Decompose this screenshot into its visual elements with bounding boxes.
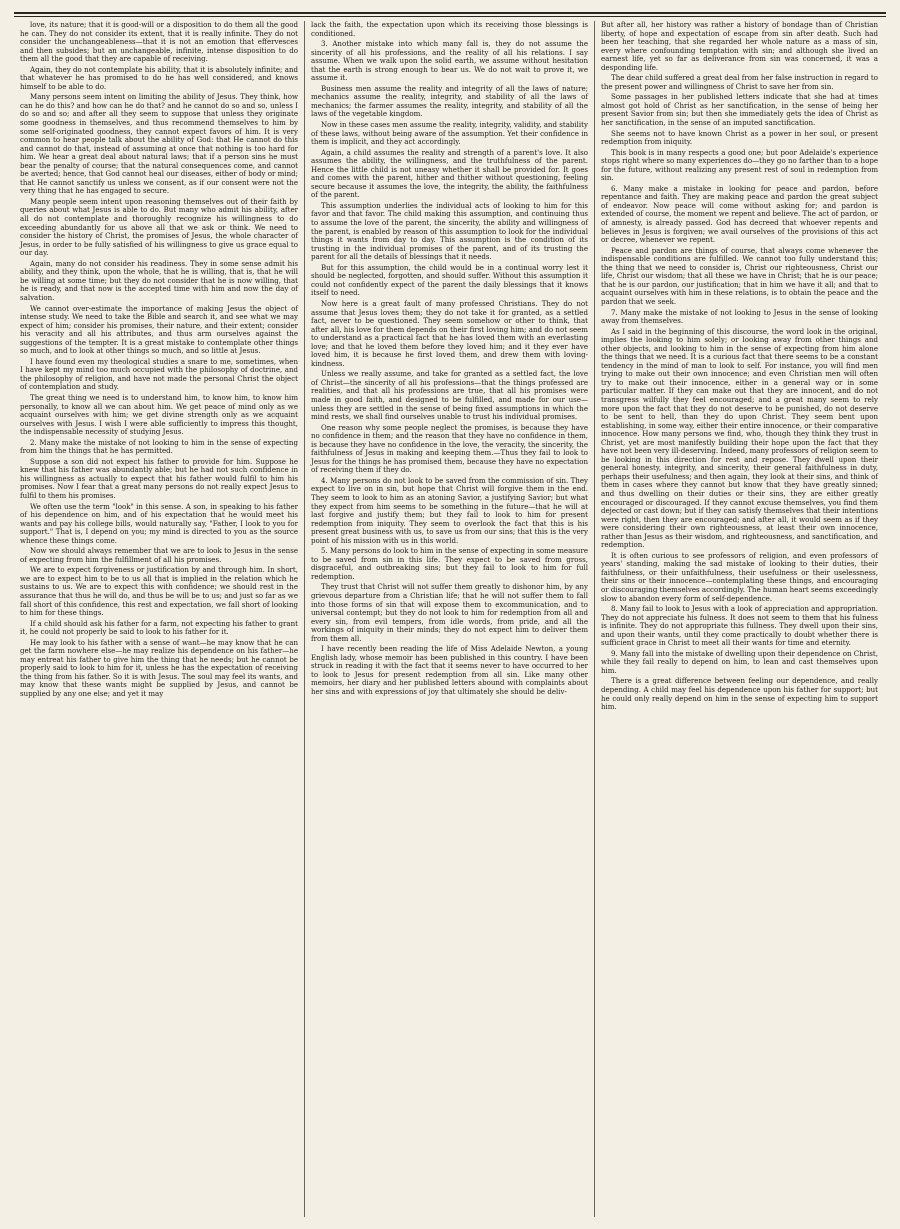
paragraph: Suppose a son did not expect his father to provide for him. Suppose he knew that his father was abundantly able; but he had not such confidence in his willingness as actually to expect that his father would fulfil to him his promises. Now I fear that a great many persons do not really expect Jesus to fulfil to them his promises. [20, 456, 298, 500]
paragraph: Again, many do not consider his readiness. They in some sense admit his ability, and they think, upon the whole, that he is willing, that is, that he will be willing at some time; but they do not consider that he is now willing, that he is ready, and that now is the accepted time with him and now the day of salvation. [20, 258, 298, 302]
paragraph: One reason why some people neglect the promises, is because they have no confidence in them; and the reason that they have no confidence in them, is because they have no confidence in the love, the veracity, the sincerity, the faithfulness of Jesus in making and keeping them.—Thus they fail to look to Jesus for the things he has promised them, because they have no expectation of receiving them if they do. [311, 422, 588, 475]
column-middle [304, 21, 594, 1217]
paragraph: Business men assume the reality and integrity of all the laws of nature; mechanics assume the reality, integrity, and stability of all the laws of mechanics; the farmer assumes the reality, integrity, and stability of all the laws of the vegetable kingdom. [311, 83, 588, 119]
paragraph: I have found even my theological studies a snare to me, sometimes, when I have kept my mind too much occupied with the philosophy of doctrine, and the philosophy of religion, and have not made the personal Christ the object of contemplation and study. [20, 356, 298, 392]
paragraph: Now we should always remember that we are to look to Jesus in the sense of expecting from him the fulfillment of all his promises. [20, 546, 298, 564]
paragraph: They trust that Christ will not suffer them greatly to dishonor him, by any grievous departure from a Christian life; that he will not suffer them to fall into those forms of sin that will expose them to excommunication, and to universal contempt; but they do not look to him for redemption from all and every sin, from evil tempers, from idle words, from pride, and all the workings of iniquity in their minds; they do not expect him to deliver them from them all. [311, 582, 588, 643]
paragraph: We often use the term "look" in this sense. A son, in speaking to his father of his dependence on him, and of his expectation that he would meet his wants and pay his college bills, would naturally say, "Father, I look to you for support." That is, I depend on you; my mind is directed to you as the source whence these things come. [20, 501, 298, 545]
paragraph: love, its nature; that it is good-will or a disposition to do them all the good he can. They do not consider its extent, that it is really infinite. They do not consider the unchangeableness—that it is not an emotion that effervesces and then subsides; but an unchangeable, infinite, intense disposition to do them all the good that they are capable of receiving. [20, 21, 298, 64]
paragraph: 6. Many make a mistake in looking for peace and pardon, before repentance and faith. They are making peace and pardon the great subject of endeavor. Now peace will come without asking for; and pardon is extended of course, the moment we repent and believe. The act of pardon, or of amnesty, is already passed. God has decreed that whoever repents and believes in Jesus is forgiven; we avail ourselves of the provisions of this act or decree, whenever we repent. [601, 183, 878, 245]
paragraph: Again, a child assumes the reality and strength of a parent's love. It also assumes the ability, the willingness, and the truthfulness of the parent. Hence the little child is not uneasy whether it shall be provided for. It goes and comes with the parent, hither and thither without questioning, feeling secure because it assumes the love, the integrity, the ability, the faithfulness of the parent. [311, 147, 588, 200]
text-columns [14, 21, 886, 1217]
paragraph: He may look to his father with a sense of want—he may know that he can get the farm nowhere else—he may realize his dependence on his father—he may entreat his father to give him the thing that he needs; but he cannot be properly said to look to him for it, unless he has the expectation of receiving the thing from his father. So it is with Jesus. The soul may feel its wants, and may know that these wants might be supplied by Jesus, and cannot be supplied by any one else; and yet it may [20, 637, 298, 699]
paragraph: There is a great difference between feeling our dependence, and really depending. A child may feel his dependence upon his father for support; but he could only really depend on him in the sense of expecting him to support him. [601, 676, 878, 712]
paragraph: 8. Many fail to look to Jesus with a look of appreciation and appropriation. They do not appreciate his fulness. It does not seem to them that his fulness is infinite. They do not appropriate this fullness. They dwell upon their sins, and upon their wants, until they come practically to doubt whether there is sufficient grace in Christ to meet all their wants for time and eternity. [601, 604, 878, 648]
paragraph: Unless we really assume, and take for granted as a settled fact, the love of Christ—the sincerity of all his professions—that the things professed are realities, and that all his professions are true, that all his promises were made in good faith, and designed to be fulfilled, and made for our use—unless they are settled in the sense of being fixed assumptions in which the mind rests, we shall find ourselves unable to trust his individual promises. [311, 369, 588, 422]
paragraph: Now here is a great fault of many professed Christians. They do not assume that Jesus loves them; they do not take it for granted, as a settled fact, never to be questioned. They seem somehow or other to think, that after all, his love for them depends on their first loving him; and do not seem to understand as a practical fact that he has loved them with an everlasting love; and that he loved them before they loved him; and it they ever have loved him, it is because he first loved them, and drew them with loving-kindness. [311, 298, 588, 368]
paragraph: 3. Another mistake into which many fall is, they do not assume the sincerity of all his professions, and the reality of all his relations. I say assume. When we walk upon the solid earth, we assume without hesitation that the earth is strong enough to bear us. We do not wait to prove it, we assume it. [311, 39, 588, 83]
paragraph: 9. Many fall into the mistake of dwelling upon their dependence on Christ, while they fail really to depend on him, to lean and cast themselves upon him. [601, 648, 878, 675]
paragraph: 7. Many make the mistake of not looking to Jesus in the sense of looking away from themselves. [601, 307, 878, 326]
paragraph: The great thing we need is to understand him, to know him, to know him personally, to know all we can about him. We get peace of mind only as we acquaint ourselves with him; we get divine strength only as we acquaint ourselves with Jesus. I wish I were able sufficiently to impress this thought, the indispensable necessity of studying Jesus. [20, 392, 298, 437]
paragraph: We cannot over-estimate the importance of making Jesus the object of intense study. We need to take the Bible and search it, and see what we may expect of him; consider his promises, their nature, and their extent; consider his veracity and all his attributes, and thus arm ourselves against the suggestions of the tempter. It is a great mistake to contemplate other things so much, and to look at other things so much, and so little at Jesus. [20, 303, 298, 356]
paragraph: We are to expect forgiveness or justification by and through him. In short, we are to expect him to be to us all that is implied in the relation which he sustains to us. We are to expect this with confidence; we should rest in the assurance that thus he will do, and thus be will be to us; and just so far as we fall short of this confidence, this rest and expectation, we fall short of looking to him for these things. [20, 565, 298, 618]
paragraph: Now in these cases men assume the reality, integrity, validity, and stability of these laws, without being aware of the assumption. Yet their confidence in them is implicit, and they act accordingly. [311, 120, 588, 147]
column-left [14, 21, 304, 1217]
paragraph: Peace and pardon are things of course, that always come whenever the indispensable conditions are fulfilled. We cannot too fully understand this; the thing that we need to consider is, Christ our righteousness, Christ our life, Christ our wisdom; that all these we have in Christ; that he is our peace; that he is our pardon, our justification; that in him we have it all; and that to acquaint ourselves with him in these relations, is to obtain the peace and the pardon that we seek. [601, 245, 878, 306]
paragraph: If a child should ask his father for a farm, not expecting his father to grant it, he could not properly be said to look to his father for it. [20, 618, 298, 637]
top-rule [14, 12, 886, 17]
paragraph: It is often curious to see professors of religion, and even professors of years' standing, making the sad mistake of looking to their duties, their faithfulness, or their unfaithfulness, their usefulness or their uselessness, their sins or their innocence—contemplating these things, and encouraging or discouraging themselves accordingly. The human heart seems exceedingly slow to abandon every form of self-dependence. [601, 550, 878, 603]
paragraph: But after all, her history was rather a history of bondage than of Christian liberty, of hope and expectation of escape from sin after death. Such had been her teaching, that she regarded her whole nature as a mass of sin, every where confounding temptation with sin; and although she lived an earnest life, yet so far as deliverance from sin was concerned, it was a desponding life. [601, 21, 878, 72]
paragraph: I have recently been reading the life of Miss Adelaide Newton, a young English lady, whose memoir has been published in this country. I have been struck in reading it with the fact that it seems never to have occurred to her to look to Jesus for present redemption from all sin. Like many other memoirs, her diary and her published letters abound with complaints about her sins and with expressions of joy that ultimately she should be deliv- [311, 644, 588, 697]
paragraph: Again, they do not contemplate his ability, that it is absolutely infinite; and that whatever he has promised to do he has well considered, and knows himself to be able to do. [20, 64, 298, 91]
paragraph: 4. Many persons do not look to be saved from the commission of sin. They expect to live on in sin, but hope that Christ will forgive them in the end. They seem to look to him as an atoning Savior, a justifying Savior; but what they expect from him seems to be something in the future—that he will at last forgive and justify them; but they fail to look to him for present redemption from iniquity. They seem to overlook the fact that this is his present great business with us, to save us from our sins; that this is the very point of his mission with us in this world. [311, 475, 588, 545]
paragraph: This assumption underlies the individual acts of looking to him for this favor and that favor. The child making this assumption, and continuing thus to assume the love of the parent, the sincerity, the ability and willingness of the parent, is enabled by reason of this assumption to look for the individual things it wants from day to day. This assumption is the condition of its trusting in the individual promises of the parent, and of its trusting the parent for all the details of blessings that it needs. [311, 200, 588, 262]
paragraph: This book is in many respects a good one; but poor Adelaide's experience stops right where so many experiences do—they go no farther than to a hope for the future, without realizing any present rest of soul in redemption from sin. [601, 147, 878, 183]
paragraph: She seems not to have known Christ as a power in her soul, or present redemption from iniquity. [601, 128, 878, 147]
paragraph: As I said in the beginning of this discourse, the word look in the original, implies the looking to him solely; or looking away from other things and other objects, and looking to him in the sense of expecting from him alone the things that we need. It is a curious fact that there seems to be a constant tendency in the mind of man to look to self. For instance, you will find men trying to make out their own innocence; and even Christian men will often try to make out their innocence, either in a general way or in some particular matter. If they can make out that they are innocent, and do not transgress wilfully they feel encouraged; and a great many seem to rely more upon the fact that they do not deserve to be punished, do not deserve to be sent to hell, than they do upon Christ. They seem bent upon establishing, in some way, either their entire innocence, or their comparative innocence. How many persons we find, who, though they think they trust in Christ, yet are most manifestly building their hope upon the fact that they have not been very ill-deserving. Indeed, many professors of religion seem to be looking in this direction for rest and repose. They dwell upon their general honesty, integrity, and sincerity, their general faithfulness in duty, perhaps their usefulness; and then again, they look at their sins, and think of them in cases where they cannot but know that they have greatly sinned; and thus dwelling on their duties or their sins, they are either greatly encouraged or discouraged. If they cannot excuse themselves, you find them dejected or cast down; but if they can satisfy themselves that their intentions were right, then they are encouraged; and after all, it would seem as if they were considering their own righteousness, at least their own innocence, rather than Jesus as their wisdom, and righteousness, and sanctification, and redemption. [601, 326, 878, 550]
paragraph: Many people seem intent upon reasoning themselves out of their faith by queries about what Jesus is able to do. But many who admit his ability, after all do not contemplate and thoroughly recognize his willingness to do exceeding abundantly for us above all that we ask or think. We need to consider the history of Christ, the promises of Jesus, the whole character of Jesus, in order to be fully satisfied of his willingness to give us grace equal to our day. [20, 196, 298, 258]
paragraph: Some passages in her published letters indicate that she had at times almost got hold of Christ as her sanctification, in the sense of being her present Savior from sin; but then she immediately gets the idea of Christ as her sanctification, in the sense of an imputed sanctification. [601, 92, 878, 128]
paragraph: lack the faith, the expectation upon which its receiving those blessings is conditioned. [311, 21, 588, 38]
paragraph: 5. Many persons do look to him in the sense of expecting in some measure to be saved from sin in this life. They expect to be saved from gross, disgraceful, and outbreaking sins; but they fail to look to him for full redemption. [311, 546, 588, 581]
paragraph: Many persons seem intent on limiting the ability of Jesus. They think, how can he do this? and how can he do that? and he cannot do so and so, unless I do so and so; and after all they seem to suppose that unless they originate some goodness in themselves, and thus recommend themselves to him by some self-originated goodness, they cannot expect favors of him. It is very common to hear people talk about the ability of God: that He cannot do this and cannot do that, instead of assuming at once that nothing is too hard for him. We hear a great deal about natural laws; that if a person sins he must bear the penalty of course; that the natural consequences come, and cannot be averted; hence, that God cannot heal our diseases, either of body or mind; that He cannot sanctify us unless we consent, as if our consent were not the very thing that he has engaged to secure. [20, 92, 298, 196]
paragraph: 2. Many make the mistake of not looking to him in the sense of expecting from him the things that he has permitted. [20, 437, 298, 456]
column-right [594, 21, 884, 1217]
paragraph: The dear child suffered a great deal from her false instruction in regard to the present power and willingness of Christ to save her from sin. [601, 73, 878, 91]
paragraph: But for this assumption, the child would be in a continual worry lest it should be neglected, forgotten, and should suffer. Without this assumption it could not confidently expect of the parent the daily blessings that it knows itself to need. [311, 262, 588, 298]
